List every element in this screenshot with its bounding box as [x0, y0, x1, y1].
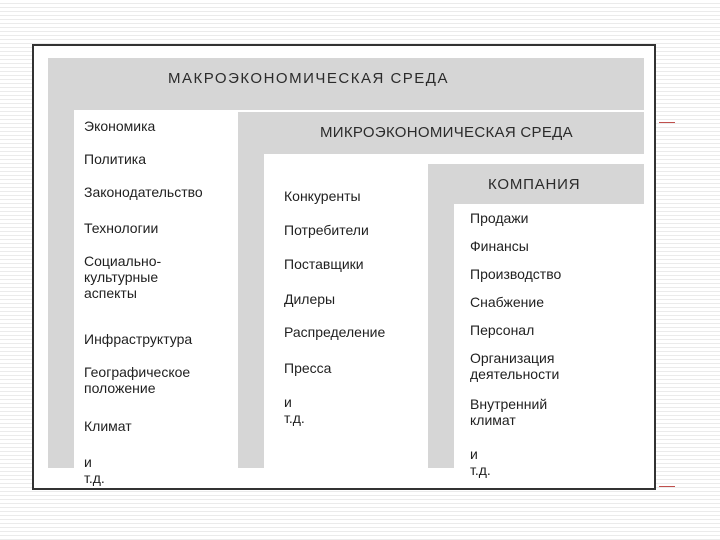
list-item: Персонал: [470, 322, 535, 338]
list-item: Политика: [84, 151, 146, 167]
list-item: Производство: [470, 266, 562, 282]
micro-title: МИКРОЭКОНОМИЧЕСКАЯ СРЕДА: [320, 124, 573, 141]
list-item: Дилеры: [284, 291, 336, 307]
list-item: Конкуренты: [284, 188, 361, 204]
accent-line-top: [659, 122, 675, 123]
list-item: Поставщики: [284, 256, 364, 272]
diagram-frame: [32, 44, 656, 490]
list-item: Финансы: [470, 238, 529, 254]
list-item: Организация деятельности: [470, 350, 560, 382]
list-item: Распределение: [284, 324, 386, 340]
list-item: Продажи: [470, 210, 529, 226]
list-item: Географическое положение: [84, 364, 191, 396]
list-item: Потребители: [284, 222, 369, 238]
list-item: Социально- культурные аспекты: [84, 253, 162, 301]
list-item: Законодательство: [84, 184, 203, 200]
list-item: Технологии: [84, 220, 159, 236]
list-item: Пресса: [284, 360, 332, 376]
company-side-strip: [428, 204, 454, 468]
list-item: Снабжение: [470, 294, 544, 310]
company-title: КОМПАНИЯ: [488, 176, 581, 193]
list-item: Экономика: [84, 118, 156, 134]
list-item: и т.д.: [284, 394, 305, 426]
list-item: Инфраструктура: [84, 331, 193, 347]
macro-side-strip: [48, 110, 74, 468]
list-item: и т.д.: [84, 454, 105, 486]
micro-side-strip: [238, 154, 264, 468]
list-item: и т.д.: [470, 446, 491, 478]
accent-line-bottom: [659, 486, 675, 487]
list-item: Климат: [84, 418, 132, 434]
list-item: Внутренний климат: [470, 396, 548, 428]
macro-title: МАКРОЭКОНОМИЧЕСКАЯ СРЕДА: [168, 70, 449, 87]
